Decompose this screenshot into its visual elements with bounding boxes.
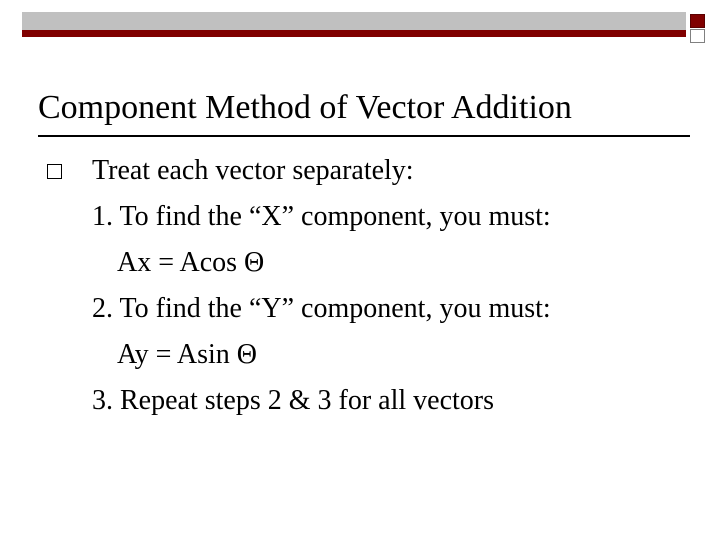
header-decoration-band [22,12,686,37]
corner-hollow-square [690,29,705,43]
step-1-text: 1. To find the “X” component, you must: [92,201,551,232]
bullet-text: Treat each vector separately: [92,155,414,186]
x-component-formula: Ax = Acos Θ [117,247,265,278]
title-underline [38,135,690,137]
step-3-text: 3. Repeat steps 2 & 3 for all vectors [92,385,495,416]
header-decoration-stripe [22,30,686,37]
step-2-text: 2. To find the “Y” component, you must: [92,293,551,324]
y-component-formula: Ay = Asin Θ [117,339,258,370]
corner-filled-square [690,14,705,28]
hollow-square-bullet-icon [47,164,62,179]
slide-title: Component Method of Vector Addition [38,89,572,126]
